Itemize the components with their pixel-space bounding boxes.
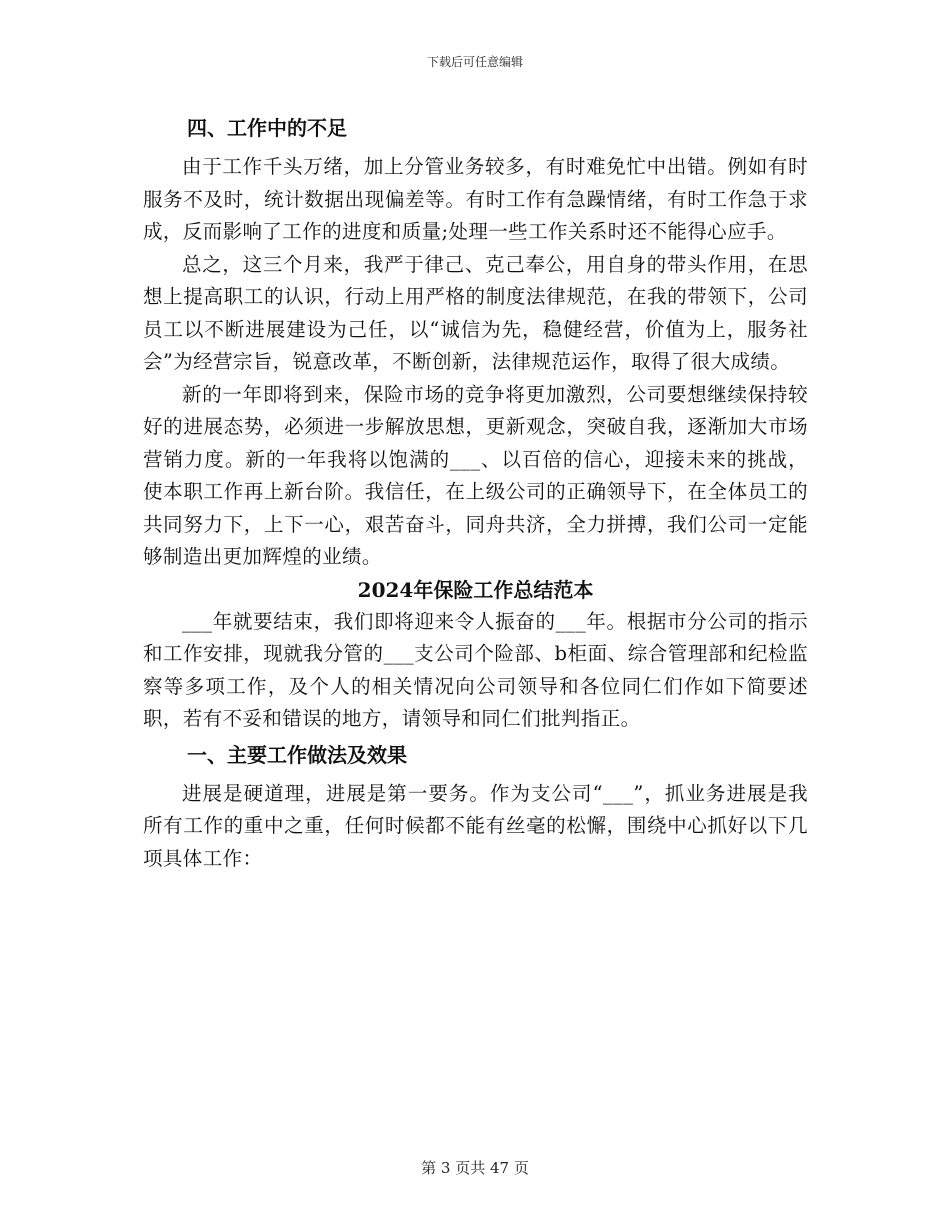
paragraph: ___年就要结束，我们即将迎来令人振奋的___年。根据市分公司的指示和工作安排，现就我分管的___支公司个险部、b柜面、综合管理部和纪检监察等多项工作，及个人的相关情况向公司领导和各位同仁们作如下简要述职，若有不妥和错误的地方，请领导和同仁们批判指正。 — [143, 609, 808, 730]
paragraph: 总之，这三个月来，我严于律己、克己奉公，用自身的带头作用，在思想上提高职工的认识，行动上用严格的制度法律规范，在我的带领下，公司员工以不断进展建设为己任，以“诚信为先，稳健经营，价值为上，服务社会”为经营宗旨，锐意改革，不断创新，法律规范运作，取得了很大成绩。 — [143, 252, 808, 373]
page-header: 下载后可任意编辑 — [426, 55, 523, 69]
document-body — [143, 113, 808, 875]
document-title: 2024年保险工作总结范本 — [357, 577, 594, 602]
section-heading-shortcomings: 四、工作中的不足 — [187, 116, 347, 140]
paragraph: 进展是硬道理，进展是第一要务。作为支公司“___”，抓业务进展是我所有工作的重中之重，任何时候都不能有丝毫的松懈，围绕中心抓好以下几项具体工作： — [143, 781, 808, 870]
page-number: 第 3 页共 47 页 — [421, 1159, 529, 1177]
paragraph: 新的一年即将到来，保险市场的竞争将更加激烈，公司要想继续保持较好的进展态势，必须进一步解放思想，更新观念，突破自我，逐渐加大市场营销力度。新的一年我将以饱满的___、以百倍的信心，迎接未来的挑战，使本职工作再上新台阶。我信任，在上级公司的正确领导下，在全体员工的共同努力下，上下一心，艰苦奋斗，同舟共济，全力拼搏，我们公司一定能够制造出更加辉煌的业绩。 — [143, 382, 808, 568]
section-heading-main-work: 一、主要工作做法及效果 — [187, 742, 407, 767]
paragraph: 由于工作千头万绪，加上分管业务较多，有时难免忙中出错。例如有时服务不及时，统计数据出现偏差等。有时工作有急躁情绪，有时工作急于求成，反而影响了工作的进度和质量;处理一些工作关系时还不能得心应手。 — [143, 155, 808, 243]
